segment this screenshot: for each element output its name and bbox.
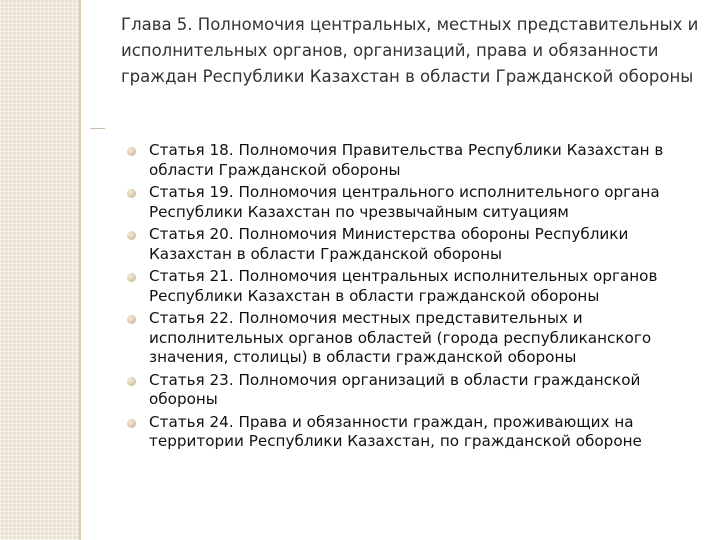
title-divider (90, 128, 105, 129)
side-strip-edge (79, 0, 81, 540)
bullet-dot-icon (127, 189, 136, 198)
list-item-label: Статья 23. Полномочия организаций в области гражданской обороны (149, 370, 641, 408)
list-item-label: Статья 18. Полномочия Правительства Республики Казахстан в области Гражданской обороны (149, 141, 664, 179)
list-item (122, 309, 702, 368)
bullet-dot-icon (127, 147, 136, 156)
list-item-label: Статья 24. Права и обязанности граждан, проживающих на территории Республики Казахстан, по гражданской обороне (149, 412, 642, 450)
decorative-side-strip (0, 0, 79, 540)
bullet-dot-icon (127, 273, 136, 282)
list-item (122, 371, 702, 410)
list-item (122, 225, 702, 264)
list-item-label: Статья 19. Полномочия центрального исполнительного органа Республики Казахстан по чрезвычайным ситуациям (149, 183, 660, 221)
bullet-dot-icon (127, 231, 136, 240)
bullet-dot-icon (127, 419, 136, 428)
slide-title: Глава 5. Полномочия центральных, местных представительных и исполнительных органов, организаций, права и обязанности граждан Республики Казахстан в области Гражданской обороны (121, 15, 699, 86)
list-item-label: Статья 20. Полномочия Министерства обороны Республики Казахстан в области Гражданской обороны (149, 225, 629, 263)
bullet-dot-icon (127, 377, 136, 386)
bullet-dot-icon (127, 315, 136, 324)
list-item-label: Статья 22. Полномочия местных представительных и исполнительных органов областей (города республиканского значения, столицы) в области гражданской обороны (149, 309, 652, 366)
list-item (122, 141, 702, 180)
list-item-label: Статья 21. Полномочия центральных исполнительных органов Республики Казахстан в области гражданской обороны (149, 267, 658, 305)
list-item (122, 183, 702, 222)
list-item (122, 413, 702, 452)
article-list (122, 141, 702, 455)
list-item (122, 267, 702, 306)
